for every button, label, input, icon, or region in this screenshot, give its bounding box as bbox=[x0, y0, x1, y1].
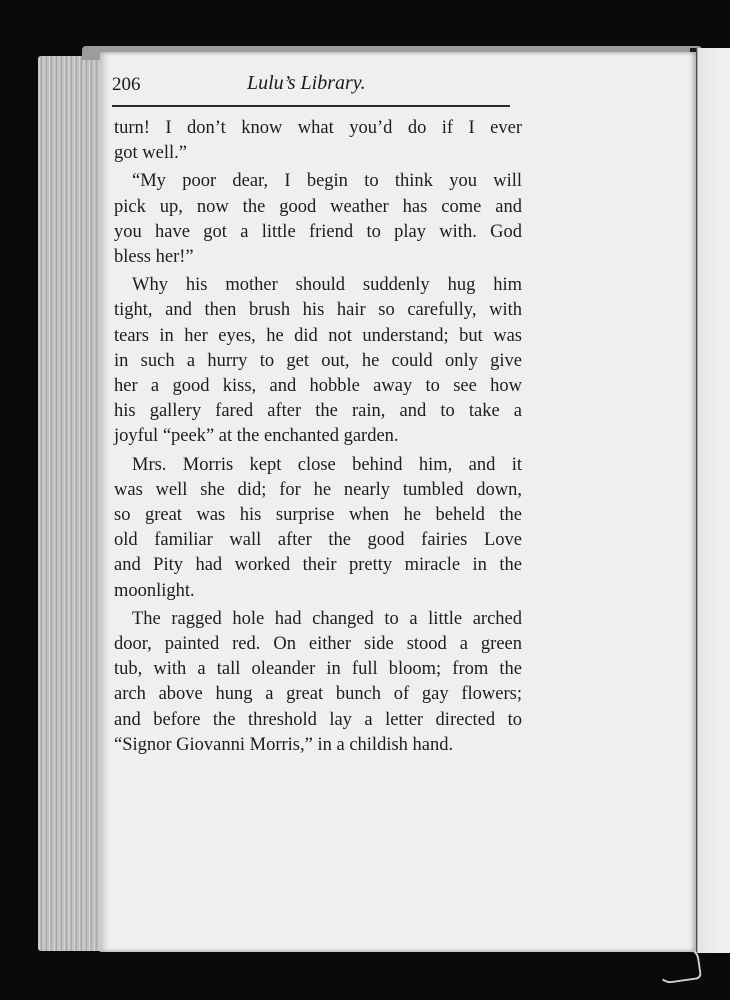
text-line: and Pity had worked their pretty miracle in the bbox=[114, 555, 522, 576]
text-line: “My poor dear, I begin to think you will bbox=[132, 171, 522, 192]
paragraph bbox=[114, 453, 522, 604]
running-head bbox=[112, 74, 512, 104]
facing-page-edge bbox=[690, 48, 730, 953]
text-line: The ragged hole had changed to a little arched bbox=[132, 608, 522, 629]
page-number: 206 bbox=[112, 74, 141, 95]
text-line: “Signor Giovanni Morris,” in a childish hand. bbox=[114, 734, 454, 755]
paragraph bbox=[114, 169, 522, 270]
text-line: pick up, now the good weather has come and bbox=[114, 196, 522, 217]
paragraph bbox=[114, 273, 522, 449]
page-edges bbox=[38, 56, 108, 951]
page-body bbox=[114, 116, 522, 761]
text-line: and before the threshold lay a letter directed to bbox=[114, 709, 522, 730]
text-line: Mrs. Morris kept close behind him, and it bbox=[132, 454, 522, 475]
paragraph bbox=[114, 116, 522, 166]
text-line: arch above hung a great bunch of gay flowers; bbox=[114, 684, 522, 705]
text-line: old familiar wall after the good fairies Love bbox=[114, 530, 522, 551]
text-line: was well she did; for he nearly tumbled down, bbox=[114, 479, 522, 500]
header-rule bbox=[112, 105, 510, 107]
text-line: tub, with a tall oleander in full bloom; from the bbox=[114, 659, 522, 680]
text-line: her a good kiss, and hobble away to see how bbox=[114, 376, 522, 397]
text-line: tight, and then brush his hair so carefully, with bbox=[114, 300, 522, 321]
text-line: moonlight. bbox=[114, 580, 195, 601]
text-line: so great was his surprise when he beheld the bbox=[114, 505, 522, 526]
text-line: tears in her eyes, he did not understand; but was bbox=[114, 325, 522, 346]
bookmark-ribbon bbox=[654, 945, 702, 985]
text-line: turn! I don’t know what you’d do if I ever bbox=[114, 118, 522, 138]
paragraph bbox=[114, 607, 522, 758]
text-line: got well.” bbox=[114, 143, 187, 164]
book-title: Lulu’s Library. bbox=[247, 72, 366, 94]
text-line: bless her!” bbox=[114, 247, 194, 268]
text-line: his gallery fared after the rain, and to take a bbox=[114, 401, 522, 422]
text-line: Why his mother should suddenly hug him bbox=[132, 275, 522, 296]
text-line: joyful “peek” at the enchanted garden. bbox=[114, 426, 399, 447]
text-line: in such a hurry to get out, he could only give bbox=[114, 350, 522, 371]
text-line: you have got a little friend to play with. God bbox=[114, 221, 522, 242]
text-line: door, painted red. On either side stood a green bbox=[114, 634, 522, 655]
